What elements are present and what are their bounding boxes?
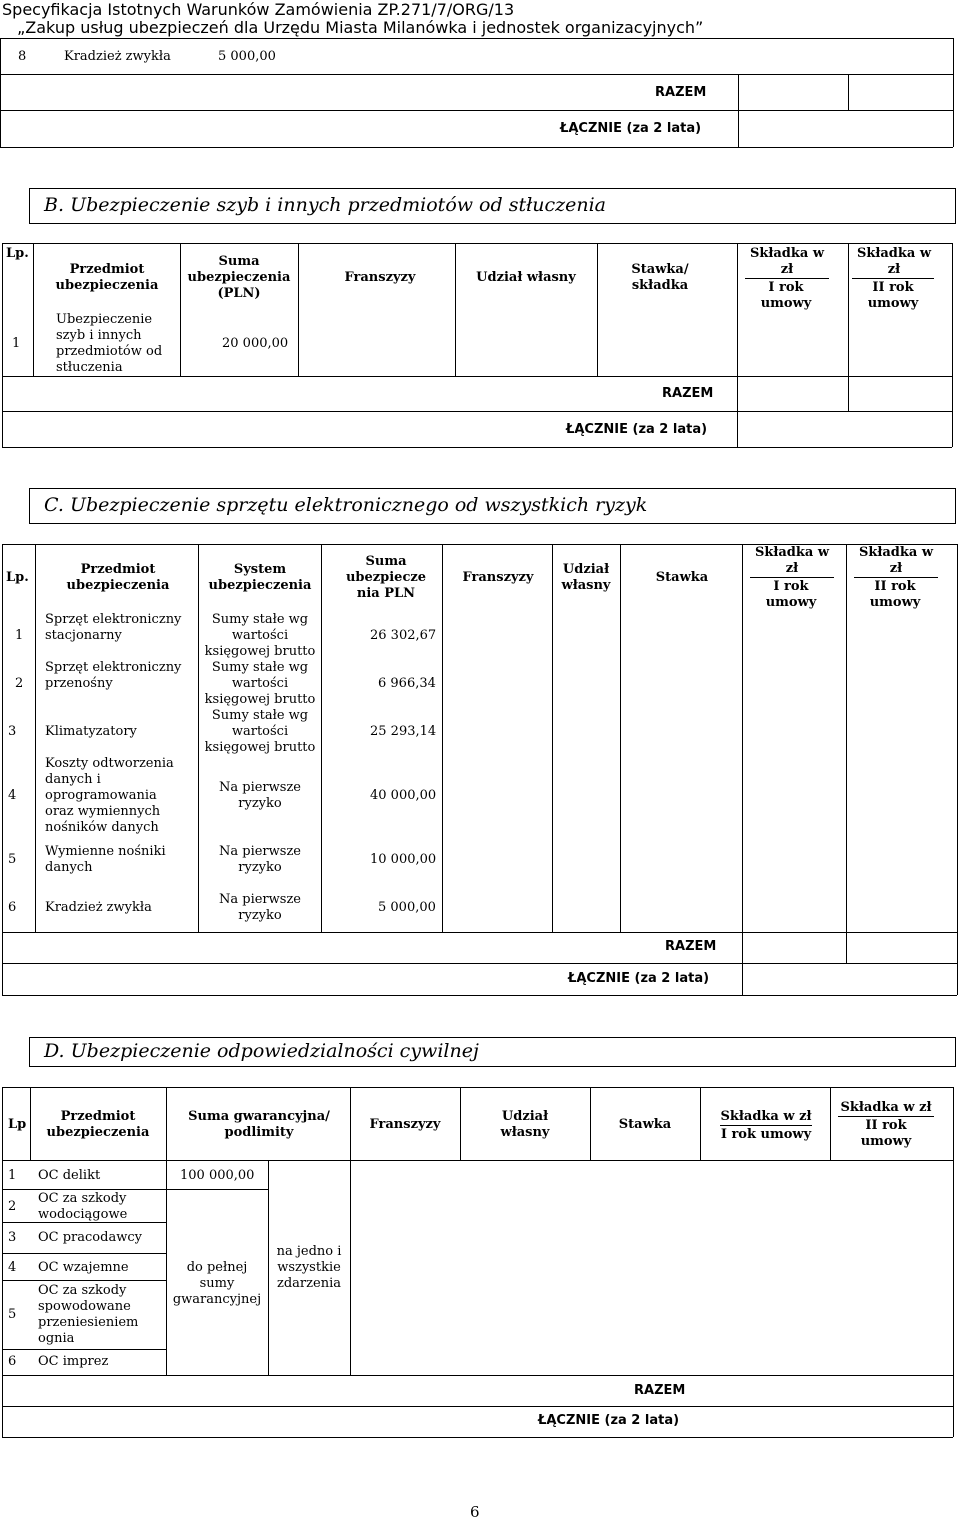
row-lp: 6 [8,1354,17,1369]
section-b-laczne: ŁĄCZNIE (za 2 lata) [566,422,708,437]
section-d-col-skl1-bot: I rok umowy [720,1127,812,1142]
row-item: Koszty odtworzenia danych i oprogramowania oraz wymiennych nośników danych [45,756,174,835]
section-b-col-item: Przedmiot ubezpieczenia [55,262,159,293]
row-system: Sumy stałe wg wartości księgowej brutto [204,660,316,707]
section-d-col-stawka: Stawka [618,1117,672,1132]
section-c-col-sum: Suma ubezpiecze nia PLN [345,554,427,601]
row-system: Na pierwsze ryzyko [219,892,301,923]
row-system: Na pierwsze ryzyko [219,780,301,811]
section-d-title: D. Ubezpieczenie odpowiedzialności cywilnej [44,1040,479,1062]
row-sum: 40 000,00 [370,788,437,803]
table-a-row-item: Kradzież zwykła [64,49,171,64]
row-sum: 5 000,00 [378,900,436,915]
section-c-razem: RAZEM [665,939,717,954]
section-c-col-lp: Lp. [6,570,29,585]
section-d-col-item: Przedmiot ubezpieczenia [46,1109,150,1140]
section-d-razem: RAZEM [634,1383,686,1398]
section-c-col-franszyzy: Franszyzy [462,570,534,585]
section-b-col-skl1-bot: I rok umowy [760,280,812,311]
section-b-row-lp: 1 [12,336,21,351]
section-d-sum-rest: do pełnej sumy gwarancyjnej [172,1260,262,1307]
row-lp: 2 [8,1199,17,1214]
section-c-col-stawka: Stawka [655,570,709,585]
row-item: Kradzież zwykła [45,900,152,915]
section-d-sum-first: 100 000,00 [180,1168,255,1183]
row-lp: 3 [8,1230,17,1245]
row-system: Sumy stałe wg wartości księgowej brutto [204,708,316,755]
section-b-col-skl2-bot: II rok umowy [867,280,919,311]
section-d-col-udzial: Udział własny [500,1109,550,1140]
section-c-laczne: ŁĄCZNIE (za 2 lata) [568,971,710,986]
row-item: OC delikt [38,1168,101,1183]
section-b-col-skl2-top: Składka w zł [856,246,932,277]
section-d-col-lp: Lp [8,1117,27,1132]
row-lp: 3 [8,724,17,739]
section-c-col-udzial: Udział własny [561,562,611,593]
row-item: Wymienne nośniki danych [45,844,166,875]
row-item: OC imprez [38,1354,109,1369]
section-b-col-stawka: Stawka/ składka [631,262,689,293]
section-c-title: C. Ubezpieczenie sprzętu elektronicznego od wszystkich ryzyk [44,494,648,516]
row-item: Sprzęt elektroniczny stacjonarny [45,612,182,643]
section-d-laczne: ŁĄCZNIE (za 2 lata) [538,1413,680,1428]
row-lp: 2 [15,676,24,691]
section-d-franszyzy-val: na jedno i wszystkie zdarzenia [276,1244,342,1291]
table-a-laczne: ŁĄCZNIE (za 2 lata) [560,121,702,136]
section-d-col-sum: Suma gwarancyjna/ podlimity [188,1109,330,1140]
row-lp: 4 [8,1260,17,1275]
row-lp: 4 [8,788,17,803]
row-lp: 5 [8,1307,17,1322]
section-b-col-sum: Suma ubezpieczenia (PLN) [187,254,291,301]
section-b-row-sum: 20 000,00 [222,336,289,351]
doc-header-line2: „Zakup usług ubezpieczeń dla Urzędu Miasta Milanówka i jednostek organizacyjnych” [17,18,704,37]
section-c-col-skl2-top: Składka w zł [858,545,934,576]
section-b-title: B. Ubezpieczenie szyb i innych przedmiotów od stłuczenia [44,194,607,216]
row-item: Sprzęt elektroniczny przenośny [45,660,182,691]
section-c-col-skl1-top: Składka w zł [754,545,830,576]
doc-header-line1: Specyfikacja Istotnych Warunków Zamówienia ZP.271/7/ORG/13 [2,0,515,19]
section-b-razem: RAZEM [662,386,714,401]
section-c-col-item: Przedmiot ubezpieczenia [66,562,170,593]
row-lp: 1 [8,1168,17,1183]
section-d-col-skl2-top: Składka w zł [840,1100,932,1115]
table-a-razem: RAZEM [655,85,707,100]
section-b-col-udzial: Udział własny [476,270,576,285]
page-number: 6 [470,1503,480,1521]
section-d-col-skl1-top: Składka w zł [720,1109,812,1124]
row-item: Klimatyzatory [45,724,137,739]
row-system: Na pierwsze ryzyko [219,844,301,875]
row-lp: 1 [15,628,24,643]
row-lp: 5 [8,852,17,867]
row-sum: 6 966,34 [378,676,436,691]
row-sum: 10 000,00 [370,852,437,867]
row-item: OC za szkody spowodowane przeniesieniem ognia [38,1283,139,1346]
table-a-row-lp: 8 [18,49,27,64]
row-item: OC za szkody wodociągowe [38,1191,128,1222]
section-d-col-franszyzy: Franszyzy [369,1117,441,1132]
section-b-col-franszyzy: Franszyzy [344,270,416,285]
section-c-col-system: System ubezpieczenia [208,562,312,593]
table-a-row-sum: 5 000,00 [218,49,276,64]
section-b-col-lp: Lp. [6,246,29,261]
row-sum: 26 302,67 [370,628,437,643]
row-item: OC pracodawcy [38,1230,142,1245]
row-lp: 6 [8,900,17,915]
row-sum: 25 293,14 [370,724,437,739]
section-b-row-item: Ubezpieczenie szyb i innych przedmiotów od stłuczenia [56,312,163,375]
row-item: OC wzajemne [38,1260,129,1275]
section-c-col-skl1-bot: I rok umowy [765,579,817,610]
row-system: Sumy stałe wg wartości księgowej brutto [204,612,316,659]
section-d-col-skl2-bot: II rok umowy [860,1118,912,1149]
section-c-col-skl2-bot: II rok umowy [869,579,921,610]
section-b-col-skl1-top: Składka w zł [749,246,825,277]
